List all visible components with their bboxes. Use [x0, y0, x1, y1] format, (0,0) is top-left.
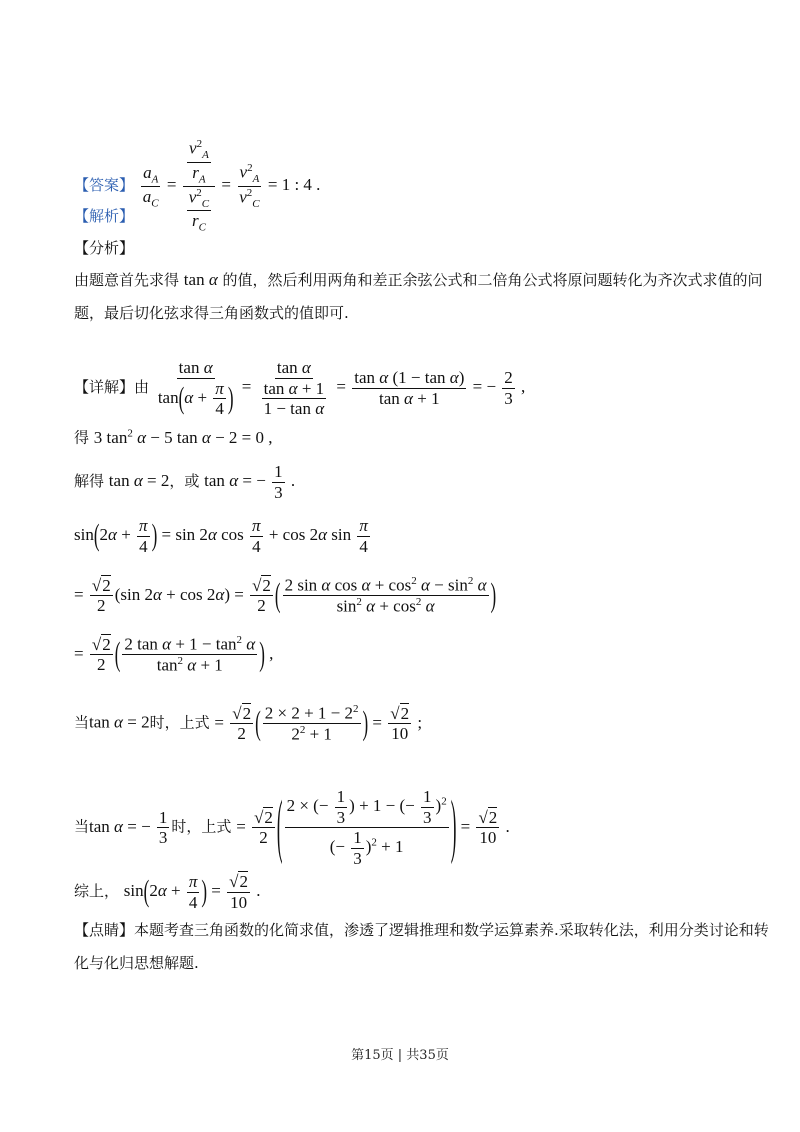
detail-line: 【详解】由 tan α tan(α + $\frac{\pi}{4}$ ) = $\frac{\text{tan α}}{\frac{\text{tan α + 1}}{\text{1 − tan α}}}$ = $\frac{\text{tan α (1 − tan α)}}{\text{tan α + 1}}$ = − $\frac{2}{3}$ ,	[74, 358, 526, 419]
analysis-tag: 【解析】	[74, 207, 135, 225]
equation-line-2: 解得 tan α = 2，或 tan α = − $\frac{1}{3}$ .	[74, 462, 296, 502]
case-line-1: 当tan α = 2时，上式 = $\frac{√2}{2}$ ( $\frac{2 \times 2 + 1 - 2^2}{2^2 + 1}$ ) = $\frac{√2}{10}$ ;	[74, 703, 423, 744]
equation-line-4: = $\frac{√2}{2}$ (sin 2α + cos 2α) = $\frac{√2}{2}$ ( $\frac{2 \sin \alpha \cos \alpha + \cos^2 \alpha - \sin^2 \alpha}{\sin^2 \alpha + \cos^2 \alpha}$ )	[74, 575, 497, 616]
comment-line2: 化与化归思想解题.	[74, 954, 199, 972]
fenxi-tag: 【分析】	[74, 239, 135, 257]
equation-line-1: 得 3 $\tan^2 \alpha - 5$ tan α − 2 = 0 ,	[74, 427, 273, 447]
summary-line: 综上， sin(2α + $\frac{\pi}{4}$ ) = $\frac{√2}{10}$ .	[74, 872, 261, 912]
comment-line1: 【点睛】本题考查三角函数的化简求值，渗透了逻辑推理和数学运算素养.采取转化法，利用分类讨论和转	[74, 921, 769, 939]
equation-line-3: sin(2α + $\frac{\pi}{4}$ ) = sin 2α cos $\frac{\pi}{4}$ + cos 2α sin $\frac{\pi}{4}$	[74, 516, 368, 556]
fenxi-paragraph-line2: 题，最后切化弦求得三角函数式的值即可.	[74, 304, 349, 322]
comment-tag: 【点睛】	[74, 921, 135, 939]
fenxi-paragraph-line1: 由题意首先求得 tan α 的值，然后利用两角和差正余弦公式和二倍角公式将原问题转化为齐次式求值的问	[74, 270, 763, 289]
page-footer: 第15页 | 共35页	[351, 1048, 449, 1063]
case-line-2: 当tan α = − $\frac{1}{3}$ 时，上式 = $\frac{√2}{2}$ ( 2 × (− $\frac{1}{3}$ ) + 1 − (− $\frac{1}{3}$ )$^2$ (− $\frac{1}{3}$ )$^2$ + 1 ) = $\frac{√2}{10}$ .	[74, 785, 510, 868]
equation-line-5: = $\frac{√2}{2}$ ( $\frac{2 \tan \alpha + 1 - \tan^2 \alpha}{\tan^2 \alpha + 1}$ ) ,	[74, 634, 274, 675]
answer-formula: $\frac{a_A}{a_C}$ = $\frac{\frac{v^2_A}{r_A}}{\frac{v^2_C}{r_C}}$ = $\frac{v^2_A}{v^2_C}$ = 1 : 4 .	[142, 138, 321, 234]
answer-tag: 【答案】	[74, 176, 135, 195]
